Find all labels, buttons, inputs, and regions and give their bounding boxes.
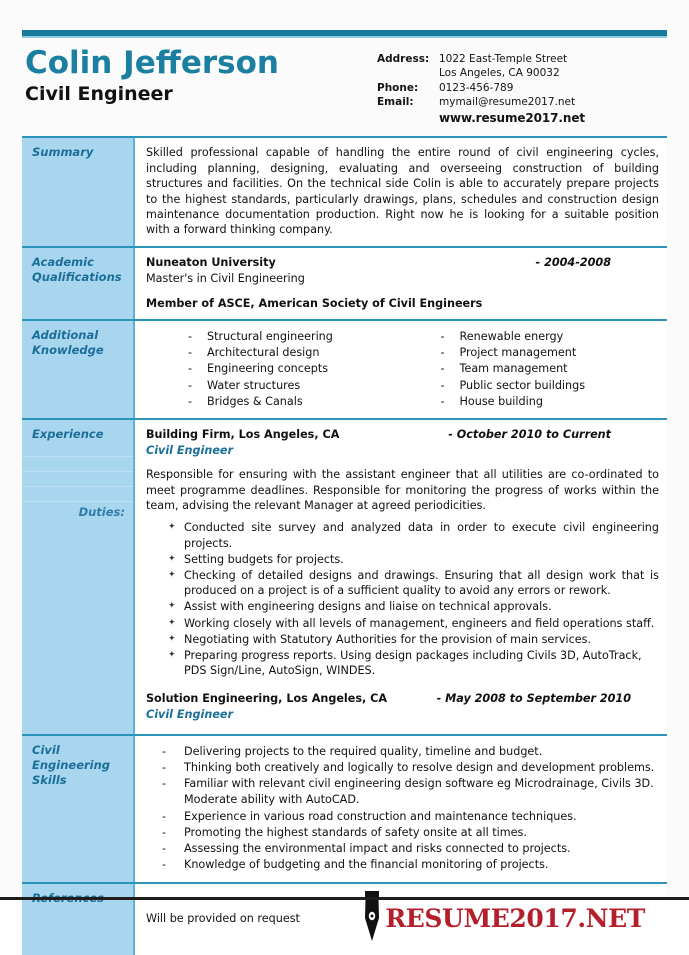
job1-header-row [146,427,659,442]
dash-icon: - [440,394,445,408]
dash-icon: - [162,744,167,758]
dash-icon: - [162,858,167,872]
knowledge-item-label: Engineering concepts [207,362,329,376]
list-item [168,520,659,550]
dash-icon: - [162,777,167,791]
arrow-bullet-icon: ✦ [168,633,176,644]
list-item [188,329,403,345]
list-item [168,599,659,614]
email-value[interactable]: mymail@resume2017.net [439,96,576,109]
dash-icon: - [162,809,167,823]
job1-duties-list [146,520,659,678]
phone-value: 0123-456-789 [439,81,514,94]
arrow-bullet-icon: ✦ [168,522,176,533]
skill-text: Familiar with relevant civil engineering design software eg Microdrainage, Civils 3D. Moderate ability with AutoCAD. [184,777,654,807]
knowledge-item-label: Bridges & Canals [207,394,303,408]
knowledge-item-label: Public sector buildings [459,378,586,392]
phone-label: Phone: [377,81,419,94]
section-academic-sidebar [22,248,135,319]
list-item [188,345,403,361]
contact-phone-row [377,81,667,95]
dash-icon: - [188,362,193,376]
section-experience-label: Experience [32,427,104,442]
job1-dates: - October 2010 to Current [448,428,611,442]
logo-wordmark-block [383,905,647,932]
dash-icon: - [440,329,445,343]
knowledge-column-left [146,329,403,411]
sidebar-rule [22,457,133,472]
list-item [188,394,403,410]
dash-icon: - [440,362,445,376]
page-bottom-border [0,897,689,900]
section-academic [22,246,667,319]
dash-icon: - [188,345,193,359]
candidate-name: Colin Jefferson [25,45,279,81]
job1-intro: Responsible for ensuring with the assistant engineer that all utilities are co-ordinated to meet programme deadlines. Responsible for monitoring the progress of works within the team, advising the relevant Manager at agreed periodicities. [146,468,659,512]
skill-text: Assessing the environmental impact and risks connected to projects. [184,842,571,856]
academic-dates: - 2004-2008 [535,255,611,269]
section-references [22,882,667,955]
duty-text: Checking of detailed designs and drawings. Ensuring that all design work that is produced on a project is of a sufficient quality to avoid any errors or rework. [184,569,659,598]
section-knowledge [22,319,667,419]
contact-email-row [377,95,667,109]
section-experience [22,418,667,733]
skill-text: Experience in various road construction and maintenance techniques. [184,809,577,823]
dash-icon: - [188,329,193,343]
section-skills [22,734,667,882]
arrow-bullet-icon: ✦ [168,601,176,612]
duties-label: Duties: [78,505,125,520]
section-skills-label-line3: Skills [32,772,67,787]
references-text: Will be provided on request [146,912,300,926]
academic-institution-row [146,255,659,270]
skill-text: Promoting the highest standards of safety onsite at all times. [184,825,527,839]
dash-icon: - [162,842,167,856]
section-experience-body [135,420,667,733]
duty-text: Negotiating with Statutory Authorities for the provision of main services. [184,632,592,646]
job2-header-row [146,691,659,706]
dash-icon: - [440,378,445,392]
duty-text: Setting budgets for projects. [184,552,344,566]
list-item [441,345,660,361]
duty-text: Assist with engineering designs and liaise on technical approvals. [184,600,552,614]
address-line-2: Los Angeles, CA 90032 [439,67,560,80]
knowledge-columns [146,328,659,411]
arrow-bullet-icon: ✦ [168,570,176,580]
section-knowledge-body [135,321,667,419]
list-item [162,825,659,841]
logo-text: RESUME2017.NET [385,904,645,934]
dash-icon: - [188,378,193,392]
section-summary-label: Summary [32,145,94,160]
summary-paragraph: Skilled professional capable of handling the entire round of civil engineering cycles, including planning, designing, evaluating and overseeing construction of building structures and facilities. On the technical side Colin is able to accurately prepare projects to the highest standards, particularly drawings, plans, schedules and construction design maintenance documentation production. Right now he is looking for a suitable position with a forward thinking company. [146,146,659,237]
dash-icon: - [162,760,167,774]
arrow-bullet-icon: ✦ [168,650,176,661]
list-item [441,329,660,345]
section-references-body [135,884,667,955]
knowledge-item-label: Water structures [207,378,301,392]
header-identity [22,47,377,105]
resume-sheet [22,30,667,955]
duty-text: Preparing progress reports. Using design packages including Civils 3D, AutoTrack, PDS Sign/Line, AutoSign, WINDES. [184,649,642,678]
email-label: Email: [377,96,414,109]
sidebar-rule-group [22,442,133,504]
knowledge-item-label: House building [459,394,543,408]
skill-text: Delivering projects to the required quality, timeline and budget. [184,744,543,758]
section-knowledge-label-line2: Knowledge [32,342,104,357]
section-references-sidebar [22,884,135,955]
knowledge-item-label: Architectural design [207,345,320,359]
sidebar-rule [22,487,133,502]
section-academic-label-line1: Academic [32,254,94,269]
list-item [168,616,659,631]
arrow-bullet-icon: ✦ [168,553,176,564]
sidebar-rule [22,472,133,487]
job2-dates: - May 2008 to September 2010 [436,691,631,705]
sidebar-rule [22,442,133,457]
academic-degree: Master's in Civil Engineering [146,271,305,285]
contact-address-row [377,52,667,66]
list-item [162,841,659,857]
list-item [162,776,659,808]
list-item [188,378,403,394]
list-item [441,361,660,377]
list-item [168,552,659,567]
job2-title: Civil Engineer [146,707,234,721]
list-item [162,857,659,873]
section-academic-label-line2: Qualifications [32,269,122,284]
dash-icon: - [162,825,167,839]
section-skills-label-line1: Civil [32,742,60,757]
section-skills-sidebar [22,736,135,882]
knowledge-item-label: Team management [459,362,568,376]
list-item [162,760,659,776]
job1-title: Civil Engineer [146,444,234,458]
knowledge-item-label: Renewable energy [459,329,564,343]
list-item [168,632,659,647]
list-item [188,361,403,377]
section-academic-body [135,248,667,319]
job1-company: Building Firm, Los Angeles, CA [146,428,340,442]
section-experience-sidebar [22,420,135,733]
dash-icon: - [440,345,445,359]
academic-institution: Nuneaton University [146,255,276,269]
address-label: Address: [377,53,430,65]
section-knowledge-label-line1: Additional [32,327,99,342]
dash-icon: - [188,394,193,408]
job2-company: Solution Engineering, Los Angeles, CA [146,691,388,705]
academic-membership: Member of ASCE, American Society of Civil Engineers [146,296,483,310]
section-summary-body [135,138,667,245]
resume-header [22,38,667,136]
arrow-bullet-icon: ✦ [168,617,176,628]
section-summary [22,136,667,245]
duty-text: Working closely with all levels of management, engineers and field operations staff. [184,616,655,630]
list-item [441,378,660,394]
candidate-role: Civil Engineer [25,82,173,105]
section-skills-body [135,736,667,882]
section-knowledge-sidebar [22,321,135,419]
skill-text: Thinking both creatively and logically to resolve design and development problems. [184,760,655,774]
list-item [168,648,659,678]
skill-text: Knowledge of budgeting and the financial monitoring of projects. [184,858,549,872]
duty-text: Conducted site survey and analyzed data in order to execute civil engineering projects. [184,521,659,550]
section-summary-sidebar [22,138,135,245]
knowledge-item-label: Project management [459,345,577,359]
contact-address-row-2 [377,66,667,80]
list-item [441,394,660,410]
contact-block [377,47,667,126]
list-item [162,809,659,825]
contact-website-row [377,110,667,127]
skills-list [146,743,659,874]
list-item [162,744,659,760]
knowledge-item-label: Structural engineering [207,329,333,343]
website-value[interactable]: www.resume2017.net [439,110,586,125]
knowledge-column-right [403,329,660,411]
list-item [168,568,659,598]
address-line-1: 1022 East-Temple Street [439,53,568,65]
section-skills-label-line2: Engineering [32,757,111,772]
